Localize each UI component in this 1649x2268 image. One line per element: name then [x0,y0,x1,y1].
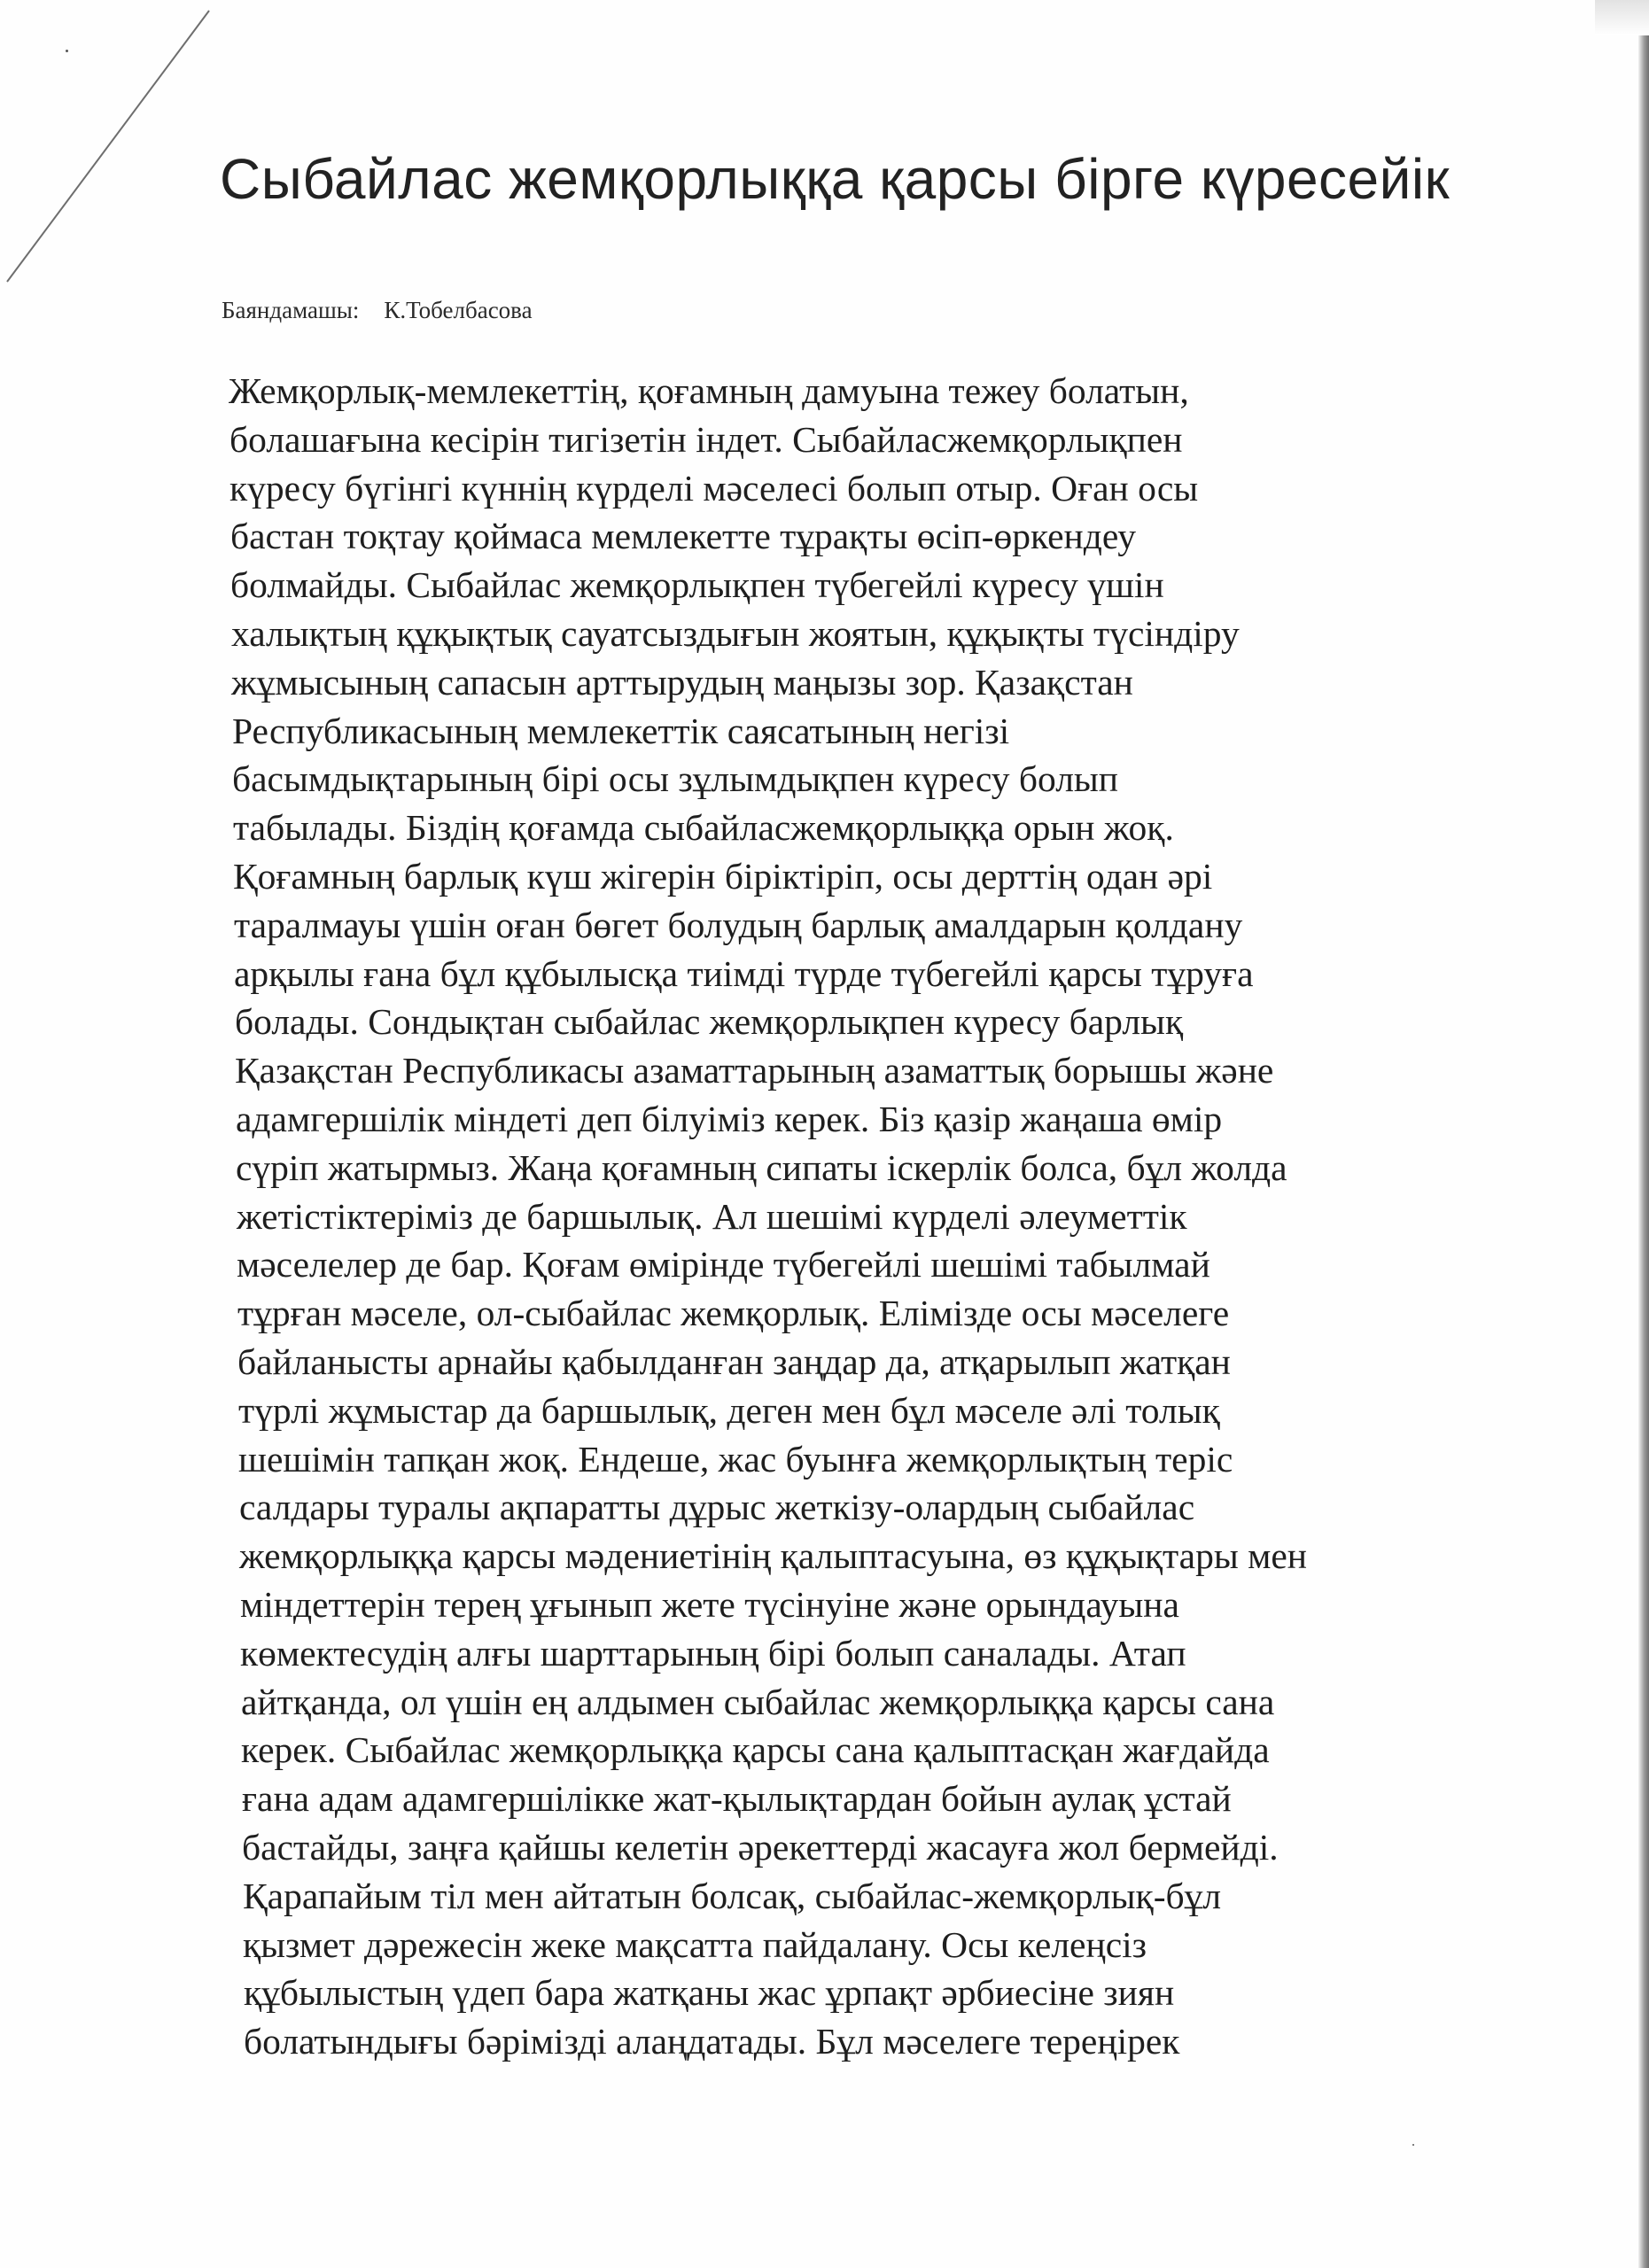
body-line: адамгершілік міндеті деп білуіміз керек. Біз қазір жаңаша өмір [236,1098,1223,1139]
body-line: таралмауы үшін оған бөгет болудың барлық амалдарын қолдану [234,904,1243,945]
body-line: шешімін тапқан жоқ. Ендеше, жас буынға жемқорлықтың теріс [238,1438,1233,1480]
body-line: күресу бүгінгі күннің күрделі мәселесі болып отыр. Оған осы [229,467,1199,509]
body-line: түрлі жұмыстар да баршылық, деген мен бұл мәселе әлі толық [238,1389,1220,1431]
body-line: салдары туралы ақпаратты дұрыс жеткізу-олардың сыбайлас [239,1487,1195,1528]
body-line: ғана адам адамгершілікке жат-қылықтардан бойын аулақ ұстай [242,1778,1232,1820]
body-line: Республикасының мемлекеттік саясатының негізі [232,710,1010,751]
body-line: жетістіктеріміз де баршылық. Ал шешімі күрделі әлеуметтік [237,1195,1187,1237]
document-title: Сыбайлас жемқорлыққа қарсы бірге күресейік [220,147,1451,211]
body-line: керек. Сыбайлас жемқорлыққа қарсы сана қалыптасқан жағдайда [241,1729,1270,1771]
body-line: байланысты арнайы қабылданған заңдар да, атқарылып жатқан [237,1340,1231,1382]
page-fold-line [0,0,230,301]
body-line: болатындығы бәрімізді алаңдатады. Бұл мәселеге тереңірек [244,2021,1180,2062]
scan-speck [1412,2144,1414,2146]
body-line: жұмысының сапасын арттырудың маңызы зор. Қазақстан [231,661,1133,703]
body-line: міндеттерін терең ұғынып жете түсінуіне және орындауына [240,1583,1179,1625]
scan-shadow-edge [1638,0,1649,2268]
body-line: Қазақстан Республикасы азаматтарының азаматтық борышы және [235,1050,1274,1091]
body-line: жемқорлыққа қарсы мәдениетінің қалыптасуына, өз құқықтары мен [239,1535,1307,1577]
document-body [229,367,1505,2066]
body-line: сүріп жатырмыз. Жаңа қоғамның сипаты іскерлік болса, бұл жолда [236,1146,1287,1188]
reporter-name: К.Тобелбасова [384,297,533,323]
body-line: болады. Сондықтан сыбайлас жемқорлықпен күресу барлық [235,1001,1184,1043]
body-line: болмайды. Сыбайлас жемқорлықпен түбегейлі күресу үшін [230,564,1164,606]
body-line: құбылыстың үдеп бара жатқаны жас ұрпақт әрбиесіне зиян [244,1972,1175,2014]
body-line: қызмет дәрежесін жеке мақсатта пайдалану. Осы келеңсіз [243,1923,1147,1965]
body-line: тұрған мәселе, ол-сыбайлас жемқорлық. Елімізде осы мәселеге [237,1293,1230,1334]
scan-corner-shade [1595,0,1649,35]
body-line: арқылы ғана бұл құбылысқа тиімді түрде түбегейлі қарсы тұруға [234,952,1254,994]
body-line: айтқанда, ол үшін ең алдымен сыбайлас жемқорлыққа қарсы сана [241,1681,1275,1722]
body-line: халықтың құқықтық сауатсыздығын жоятын, құқықты түсіндіру [231,612,1240,654]
reporter-label: Баяндамашы: [222,297,360,323]
scan-speck [66,50,68,52]
body-line: бастан тоқтау қоймаса мемлекетте тұрақты өсіп-өркендеу [230,516,1136,557]
body-line: басымдықтарының бірі осы зұлымдықпен күресу болып [232,758,1118,800]
body-line: мәселелер де бар. Қоғам өмірінде түбегейлі шешімі табылмай [237,1244,1210,1285]
body-line: көмектесудің алғы шарттарының бірі болып саналады. Атап [240,1632,1186,1674]
body-line: болашағына кесірін тигізетін індет. Сыбайласжемқорлықпен [229,418,1183,460]
body-line: Қарапайым тіл мен айтатын болсақ, сыбайлас-жемқорлық-бұл [243,1875,1222,1916]
body-line: Қоғамның барлық күш жігерін біріктіріп, осы дерттің одан әрі [233,855,1213,897]
reporter-line [222,295,533,325]
body-line: бастайды, заңға қайшы келетін әрекеттерді жасауға жол бермейді. [242,1826,1279,1868]
body-line: Жемқорлық-мемлекеттің, қоғамның дамуына тежеу болатын, [229,370,1189,411]
body-line: табылады. Біздің қоғамда сыбайласжемқорлыққа орын жоқ. [233,807,1174,849]
